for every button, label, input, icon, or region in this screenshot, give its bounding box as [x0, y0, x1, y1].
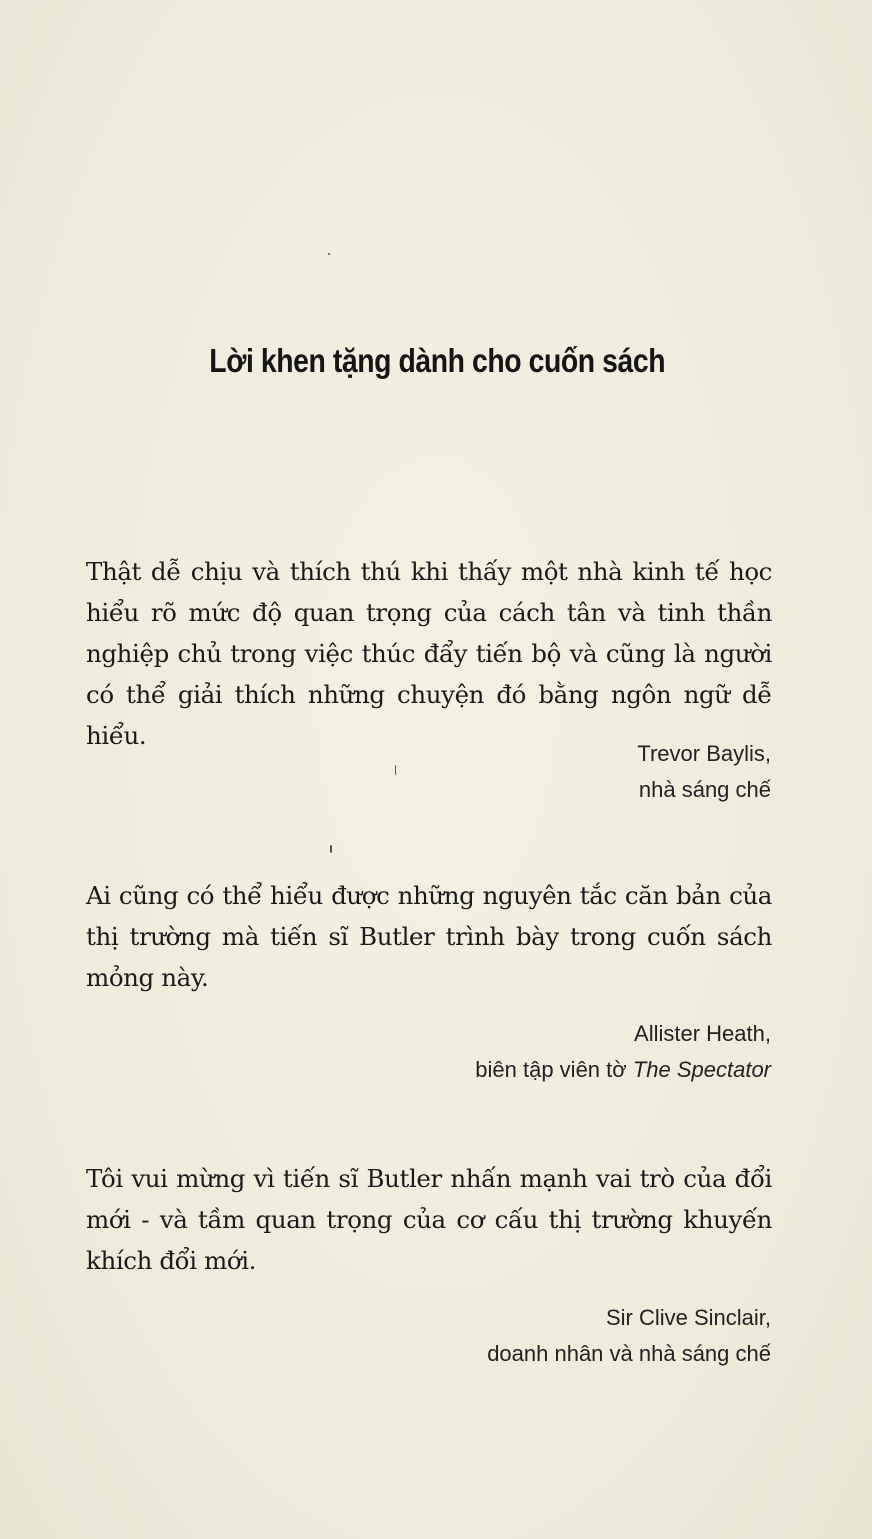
- author-role: [475, 1052, 771, 1088]
- page-title: Lời khen tặng dành cho cuốn sách: [209, 342, 666, 379]
- author-role: nhà sáng chế: [638, 777, 771, 802]
- author-name: Sir Clive Sinclair,: [605, 1305, 771, 1330]
- quote-attribution: [475, 1016, 771, 1088]
- quote-text: Thật dễ chịu và thích thú khi thấy một nhà kinh tế học hiểu rõ mức độ quan trọng của cách tân và tinh thần nghiệp chủ trong việc thúc đẩy tiến bộ và cũng là người có thể giải thích những chuyện đó bằng ngôn ngữ dễ hiểu.: [86, 557, 772, 750]
- quote-attribution: [487, 1300, 771, 1372]
- author-name: Allister Heath,: [634, 1021, 771, 1046]
- quote-text: Tôi vui mừng vì tiến sĩ Butler nhấn mạnh vai trò của đổi mới - và tầm quan trọng của cơ cấu thị trường khuyến khích đổi mới.: [86, 1164, 772, 1275]
- author-role: doanh nhân và nhà sáng chế: [487, 1341, 771, 1366]
- ink-speck: [395, 765, 396, 775]
- publication-name: The Spectator: [632, 1057, 771, 1082]
- quote-attribution: [637, 736, 771, 808]
- ink-speck: [328, 253, 330, 255]
- author-name: Trevor Baylis,: [637, 741, 771, 766]
- ink-speck: [330, 845, 332, 853]
- quote-text: Ai cũng có thể hiểu được những nguyên tắc căn bản của thị trường mà tiến sĩ Butler trình bày trong cuốn sách mỏng này.: [86, 881, 772, 992]
- author-role-prefix: biên tập viên tờ: [475, 1057, 633, 1082]
